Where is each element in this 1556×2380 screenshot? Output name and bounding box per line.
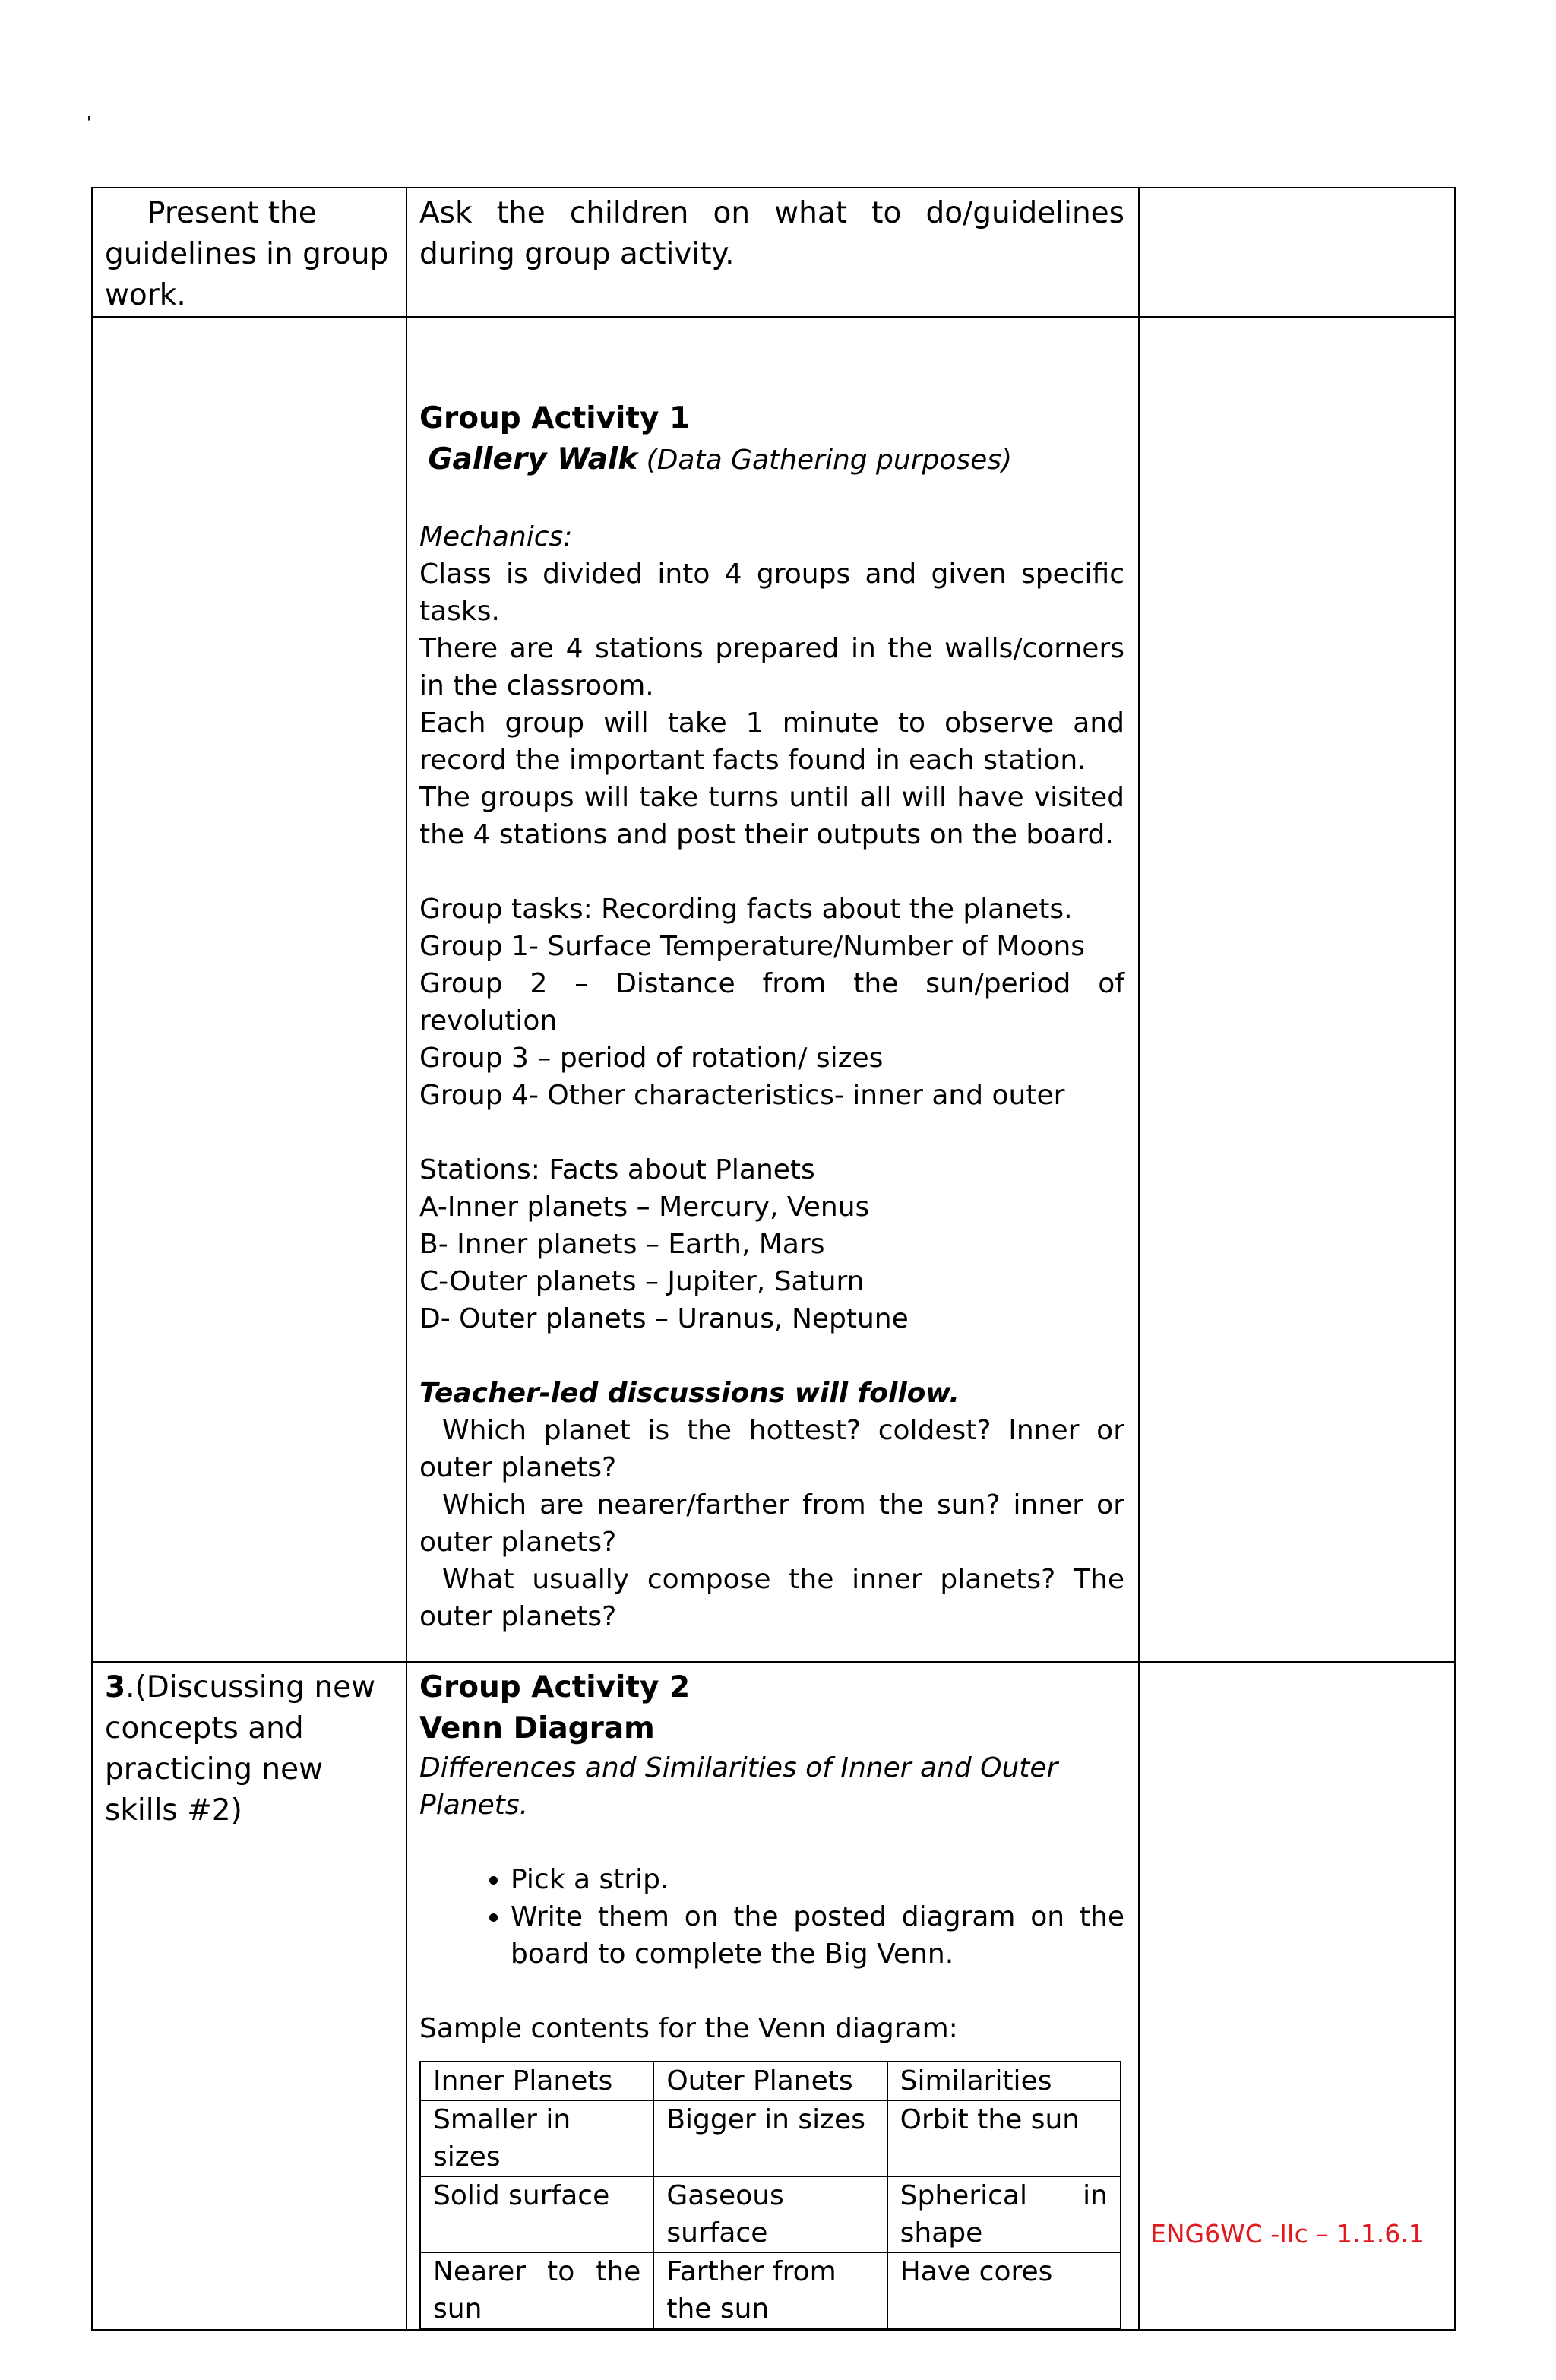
list-item: • Pick a strip.	[511, 1861, 1124, 1898]
activity-1-title: Group Activity 1	[419, 401, 691, 435]
table-header-cell: Similarities	[887, 2062, 1121, 2100]
question-line: Which planet is the hottest? coldest? Inner or outer planets?	[419, 1415, 1124, 1483]
question-line: What usually compose the inner planets? The outer planets?	[419, 1564, 1124, 1632]
table-row	[420, 2252, 1121, 2328]
activity-1-name: Gallery Walk	[428, 442, 638, 476]
table-cell: Nearer to the sun	[420, 2252, 653, 2328]
list-item: • Write them on the posted diagram on the board to complete the Big Venn.	[511, 1898, 1124, 1973]
table-cell: Gaseous surface	[653, 2176, 887, 2252]
table-row	[92, 317, 1455, 1662]
task-line: Group 1- Surface Temperature/Number of Moons	[419, 931, 1086, 962]
row1-col3	[1139, 188, 1455, 317]
table-row	[92, 188, 1455, 317]
mechanics-line: The groups will take turns until all will have visited the 4 stations and post their outputs on the board.	[419, 782, 1124, 850]
table-cell: Orbit the sun	[887, 2100, 1121, 2176]
mechanics-line: Class is divided into 4 groups and given specific tasks.	[419, 559, 1124, 627]
station-line: C-Outer planets – Jupiter, Saturn	[419, 1266, 865, 1297]
station-line: B- Inner planets – Earth, Mars	[419, 1229, 825, 1260]
task-line: Group 4- Other characteristics- inner and outer	[419, 1080, 1065, 1111]
table-header-cell: Outer Planets	[653, 2062, 887, 2100]
row1-col2: Ask the children on what to do/guidelines during group activity.	[419, 196, 1124, 271]
page-mark: '	[87, 114, 92, 133]
mechanics-label: Mechanics:	[419, 521, 573, 552]
group-activity-1	[407, 318, 1138, 1635]
table-header-cell: Inner Planets	[420, 2062, 653, 2100]
table-cell: Farther from the sun	[653, 2252, 887, 2328]
stations-label: Stations: Facts about Planets	[419, 1154, 815, 1185]
discussion-label: Teacher-led discussions will follow.	[419, 1378, 960, 1409]
row2-col1	[92, 317, 406, 1662]
table-row	[420, 2100, 1121, 2176]
row2-col3	[1139, 317, 1455, 1662]
activity-1-purpose: (Data Gathering purposes)	[646, 445, 1013, 476]
table-cell: Solid surface	[420, 2176, 653, 2252]
station-line: A-Inner planets – Mercury, Venus	[419, 1192, 870, 1223]
activity-2-subtitle: Differences and Similarities of Inner and Outer Planets.	[419, 1752, 1058, 1821]
row3-col1: 3.(Discussing new concepts and practicing new skills #2)	[105, 1670, 376, 1828]
table-cell: Smaller in sizes	[420, 2100, 653, 2176]
table-cell: Spherical in shape	[887, 2176, 1121, 2252]
venn-sample-table	[419, 2061, 1121, 2329]
row1-col1: Present the guidelines in group work.	[105, 196, 389, 312]
activity-2-name: Venn Diagram	[419, 1711, 655, 1745]
table-header-row	[420, 2062, 1121, 2100]
sample-label: Sample contents for the Venn diagram:	[419, 2013, 958, 2044]
instruction-list	[419, 1861, 1124, 1973]
mechanics-line: Each group will take 1 minute to observe and record the important facts found in each station.	[419, 707, 1124, 776]
activity-1-heading	[419, 439, 1124, 481]
task-line: Group 3 – period of rotation/ sizes	[419, 1043, 884, 1074]
group-activity-2	[407, 1663, 1138, 2329]
tasks-label: Group tasks: Recording facts about the planets.	[419, 894, 1073, 925]
mechanics-line: There are 4 stations prepared in the walls/corners in the classroom.	[419, 633, 1124, 701]
station-line: D- Outer planets – Uranus, Neptune	[419, 1303, 909, 1334]
competency-code: ENG6WC -IIc – 1.1.6.1	[1150, 2219, 1425, 2249]
question-line: Which are nearer/farther from the sun? inner or outer planets?	[419, 1489, 1124, 1558]
activity-2-title: Group Activity 2	[419, 1670, 691, 1704]
task-line: Group 2 – Distance from the sun/period of revolution	[419, 968, 1124, 1037]
table-row	[420, 2176, 1121, 2252]
table-cell: Bigger in sizes	[653, 2100, 887, 2176]
lesson-plan-table	[91, 187, 1456, 2331]
table-cell: Have cores	[887, 2252, 1121, 2328]
